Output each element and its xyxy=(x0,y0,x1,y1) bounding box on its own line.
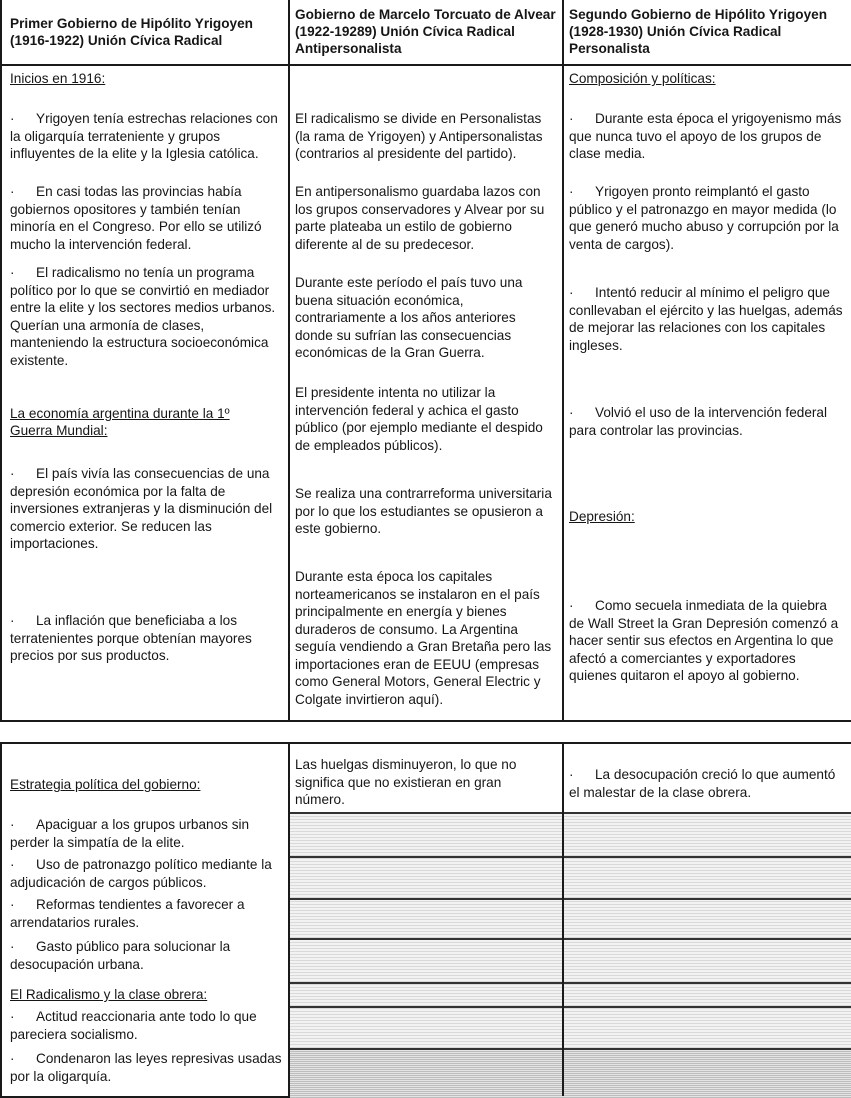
col2-paragraph: El radicalismo se divide en Personalistas (la rama de Yrigoyen) y Antipersonalistas (contrarios al presidente del partido). xyxy=(295,111,543,161)
col2-paragraph: En antipersonalismo guardaba lazos con los grupos conservadores y Alvear por su parte plateaba un estilo de gobierno diferente al de su predecesor. xyxy=(295,184,545,252)
col3-paragraph: · Intentó reducir al mínimo el peligro que conllevaban el ejército y las huelgas, además de mejorar las relaciones con los capitales ingleses. xyxy=(569,285,843,353)
col1-paragraph: · Gasto público para solucionar la desocupación urbana. xyxy=(10,939,231,972)
header-col3: Segundo Gobierno de Hipólito Yrigoyen (1928-1930) Unión Cívica Radical Personalista xyxy=(569,7,828,56)
col1-paragraph: · Yrigoyen tenía estrechas relaciones con la oligarquía terrateniente y grupos influyentes de la elite y la Iglesia católica. xyxy=(10,111,278,161)
col1-paragraph: · Actitud reaccionaria ante todo lo que pareciera socialismo. xyxy=(10,1009,257,1042)
col1-paragraph: · En casi todas las provincias había gobiernos opositores y también tenían minoría en el Congreso. Por ello se utilizó mucho la intervención federal. xyxy=(10,184,262,252)
column-divider xyxy=(562,0,564,720)
empty-shaded-row xyxy=(290,1048,851,1098)
col3-paragraph: · Yrigoyen pronto reimplantó el gasto público y el patronazgo en mayor medida (lo que generó mucho abuso y corrupción por la venta de cargos). xyxy=(569,184,839,252)
col1-paragraph: · Apaciguar a los grupos urbanos sin perder la simpatía de la elite. xyxy=(10,817,250,850)
col1-paragraph: · Condenaron las leyes represivas usadas por la oligarquía. xyxy=(10,1051,282,1084)
col2-paragraph: Durante este período el país tuvo una buena situación económica, contrariamente a los años anteriores donde su sufrían las consecuencias económicas de la Gran Guerra. xyxy=(295,275,523,360)
empty-shaded-row xyxy=(290,856,851,898)
section-economia: La economía argentina durante la 1º Guerra Mundial: xyxy=(10,406,230,438)
section-estrategia: Estrategia política del gobierno: xyxy=(10,777,201,792)
col2-paragraph: Durante esta época los capitales norteamericanos se instalaron en el país principalmente en energía y bienes duraderos de consumo. La Argentina seguía vendiendo a Gran Bretaña pero las importaciones eran de EEUU (empresas como General Motors, General Electric y Colgate invirtieron aquí). xyxy=(295,569,552,707)
section-clase-obrera: El Radicalismo y la clase obrera: xyxy=(10,987,208,1002)
section-depresion: Depresión: xyxy=(569,509,635,524)
col1-paragraph: · La inflación que beneficiaba a los terratenientes porque obtenían mayores precios por sus productos. xyxy=(10,613,252,663)
col1-paragraph: · Reformas tendientes a favorecer a arrendatarios rurales. xyxy=(10,897,245,930)
header-col2: Gobierno de Marcelo Torcuato de Alvear (1922-19289) Unión Cívica Radical Antipersonalista xyxy=(295,7,556,56)
column-divider xyxy=(562,812,564,1096)
header-col1: Primer Gobierno de Hipólito Yrigoyen (1916-1922) Unión Cívica Radical xyxy=(10,16,253,48)
empty-shaded-row xyxy=(290,982,851,1006)
section-composicion: Composición y políticas: xyxy=(569,71,716,86)
empty-shaded-row xyxy=(290,812,851,856)
col1-paragraph: · El radicalismo no tenía un programa político por lo que se convirtió en mediador entre la elite y los sectores medios urbanos. Querían una armonía de clases, manteniendo la estructura socioeconómica existente. xyxy=(10,265,276,368)
col3-paragraph: · Volvió el uso de la intervención federal para controlar las provincias. xyxy=(569,405,827,438)
col2-paragraph: Se realiza una contrarreforma universitaria por lo que los estudiantes se opusieron a este gobierno. xyxy=(295,486,552,536)
col3-paragraph: · Durante esta época el yrigoyenismo más que nunca tuvo el apoyo de los grupos de clase media. xyxy=(569,111,842,161)
col2-paragraph: El presidente intenta no utilizar la intervención federal y achica el gasto público (por ejemplo mediante el despido de empleados públicos). xyxy=(295,385,543,453)
header-divider xyxy=(2,64,851,66)
col1-paragraph: · El país vivía las consecuencias de una depresión económica por la falta de inversiones extranjeras y la disminución del comercio exterior. Se reducen las importaciones. xyxy=(10,466,273,551)
col3-paragraph: · La desocupación creció lo que aumentó el malestar de la clase obrera. xyxy=(569,767,836,800)
section-inicios: Inicios en 1916: xyxy=(10,71,106,86)
col1-paragraph: · Uso de patronazgo político mediante la adjudicación de cargos públicos. xyxy=(10,857,272,890)
col3-paragraph: · Como secuela inmediata de la quiebra de Wall Street la Gran Depresión comenzó a hacer sentir sus efectos en Argentina lo que afectó a comerciantes y exportadores quienes quitaron el apoyo al gobierno. xyxy=(569,598,839,683)
empty-shaded-row xyxy=(290,938,851,982)
empty-shaded-row xyxy=(290,1006,851,1048)
col2-paragraph: Las huelgas disminuyeron, lo que no significa que no existieran en gran número. xyxy=(295,757,517,807)
empty-shaded-row xyxy=(290,898,851,938)
bottom-table xyxy=(0,742,851,1098)
column-divider xyxy=(288,0,290,720)
